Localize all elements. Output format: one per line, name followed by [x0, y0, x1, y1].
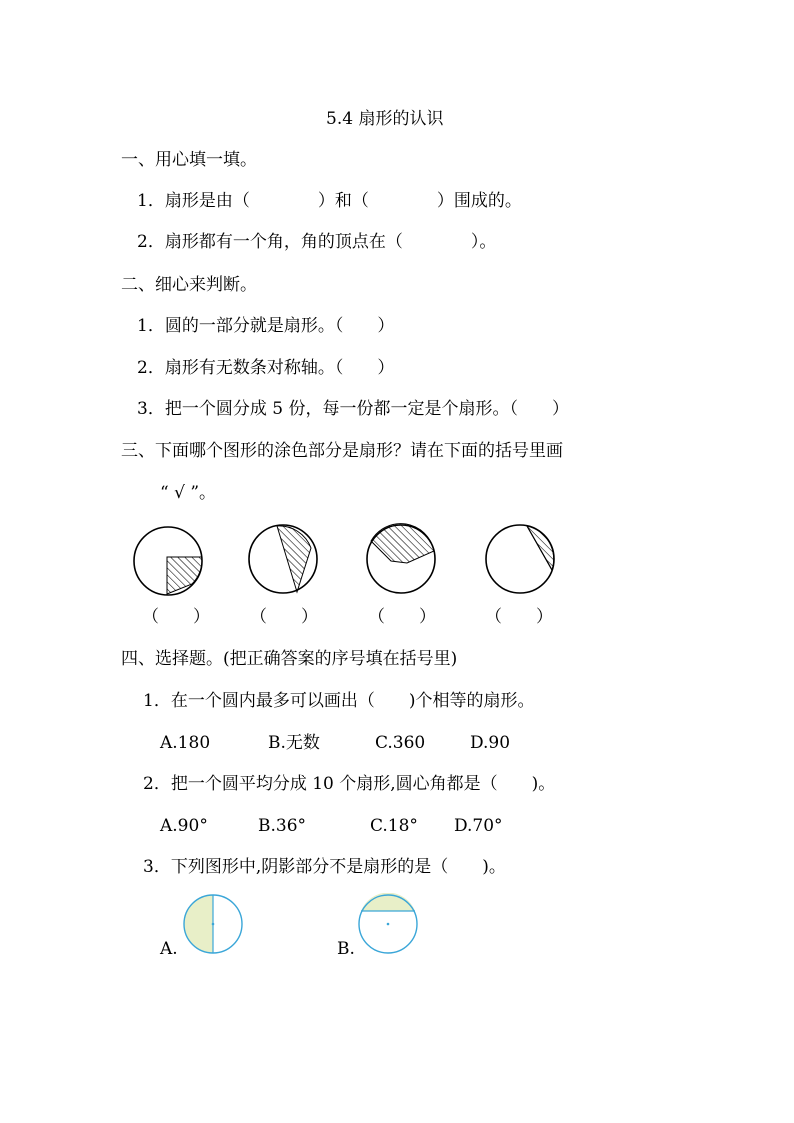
- s4-q3-option-a: A.: [160, 939, 178, 959]
- section-3-heading-cont: “ √ ”。: [160, 483, 217, 503]
- s1-question-2: 2．扇形都有一个角，角的顶点在（ ）。: [137, 232, 497, 252]
- circle-figure-4: [480, 522, 560, 602]
- answer-paren-3[interactable]: （ ）: [368, 607, 436, 627]
- s4-q2-option-d: D.70°: [454, 816, 503, 836]
- answer-paren-4[interactable]: （ ）: [485, 607, 553, 627]
- s4-question-2: 2．把一个圆平均分成 10 个扇形,圆心角都是（ )。: [143, 774, 556, 794]
- s1-question-1: 1．扇形是由（ ）和（ ）围成的。: [137, 191, 522, 211]
- circle-figure-2: [243, 522, 323, 602]
- s4-q2-option-b: B.36°: [258, 816, 307, 836]
- segment-shaded-figure: [357, 893, 419, 955]
- s2-question-3: 3．把一个圆分成 5 份，每一份都一定是个扇形。（ ）: [137, 399, 569, 419]
- s4-q1-option-c: C.360: [375, 733, 426, 753]
- answer-paren-1[interactable]: （ ）: [142, 607, 210, 627]
- s4-question-1: 1．在一个圆内最多可以画出（ )个相等的扇形。: [143, 691, 535, 711]
- semicircle-shaded-figure: [182, 893, 244, 955]
- circle-figure-3: [361, 521, 441, 601]
- section-2-heading: 二、细心来判断。: [121, 275, 257, 295]
- s4-question-3: 3．下列图形中,阴影部分不是扇形的是（ )。: [143, 857, 506, 877]
- s4-q2-option-c: C.18°: [370, 816, 418, 836]
- s2-question-2: 2．扇形有无数条对称轴。（ ）: [137, 358, 395, 378]
- s4-q1-option-b: B.无数: [268, 733, 320, 753]
- section-1-heading: 一、用心填一填。: [121, 150, 257, 170]
- section-4-heading: 四、选择题。(把正确答案的序号填在括号里): [121, 649, 458, 669]
- s4-q1-option-a: A.180: [160, 733, 211, 753]
- section-3-heading: 三、下面哪个图形的涂色部分是扇形？请在下面的括号里画: [121, 441, 563, 461]
- circle-figure-1: [130, 524, 210, 604]
- s2-question-1: 1．圆的一部分就是扇形。（ ）: [137, 316, 395, 336]
- s4-q1-option-d: D.90: [470, 733, 511, 753]
- s4-q3-option-b: B.: [337, 939, 355, 959]
- page-title: 5.4 扇形的认识: [326, 109, 444, 129]
- s4-q2-option-a: A.90°: [160, 816, 208, 836]
- answer-paren-2[interactable]: （ ）: [250, 607, 318, 627]
